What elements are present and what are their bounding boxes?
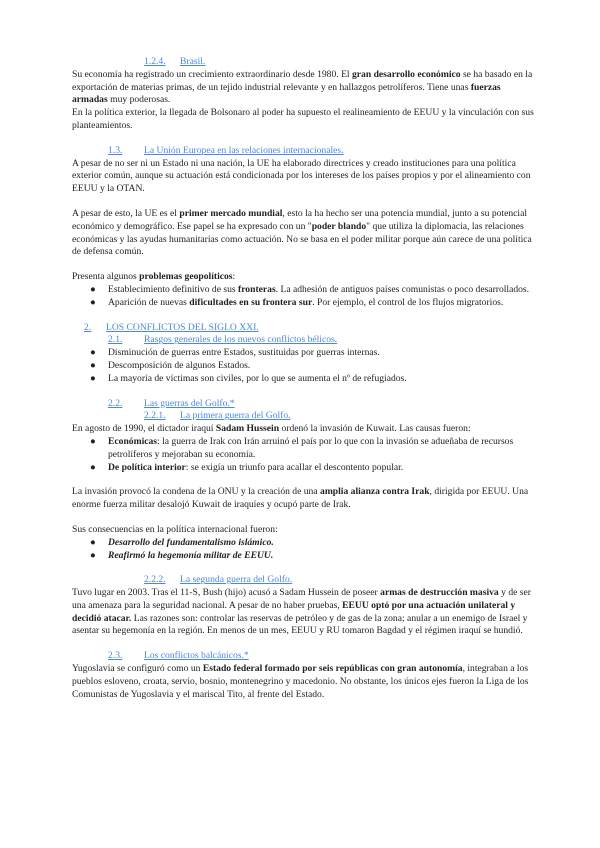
bullet-list [72, 436, 538, 474]
heading-number: 2.2.2. [144, 574, 166, 586]
paragraph: La invasión provocó la condena de la ONU y la creación de una amplia alianza contra Irak, dirigida por EEUU. Una enorme fuerza militar desalojó Kuwait de iraquíes y ocupó parte de Irak. [72, 486, 529, 511]
heading-2-2[interactable] [72, 398, 538, 411]
heading-title: Los conflictos balcánicos.* [144, 650, 249, 662]
heading-2-1[interactable] [72, 334, 538, 347]
heading-number: 1.2.4. [144, 56, 166, 67]
list-item: ● Aparición de nuevas dificultades en su frontera sur. Por ejemplo, el control de los flujos migratorios. [90, 296, 504, 308]
bullet-icon: ● [90, 372, 96, 384]
heading-1-3[interactable] [72, 145, 538, 158]
heading-title: La segunda guerra del Golfo. [180, 574, 293, 586]
paragraph: A pesar de esto, la UE es el primer mercado mundial, esto la ha hecho ser una potencia mundial, junto a su potencial económico y demográfico. Ese papel se ha expresado con un "poder blando" que utiliza la diplomacia, las relaciones económicas y las ayudas humanitarias como actuación. No se basa en el poder militar porque aún carece de una política de defensa común. [72, 207, 532, 258]
heading-title: Rasgos generales de los nuevos conflictos bélicos. [144, 334, 338, 346]
heading-title: LOS CONFLICTOS DEL SIGLO XXI. [106, 321, 259, 333]
heading-title: Las guerras del Golfo.* [144, 397, 235, 409]
list-item: ● La mayoría de víctimas son civiles, por lo que se aumenta el nº de refugiados. [90, 372, 407, 384]
list-item: ● Descomposición de algunos Estados. [90, 359, 251, 371]
heading-number: 2.2.1. [144, 410, 166, 422]
paragraph: A pesar de no ser ni un Estado ni una nación, la UE ha elaborado directrices y creado instituciones para una política exterior común, aunque su actuación está condicionada por los intereses de los países propios y por el alineamiento con EEUU y la OTAN. [72, 157, 531, 195]
bullet-icon: ● [90, 536, 96, 548]
heading-number: 2. [84, 321, 92, 333]
heading-2-2-1[interactable] [72, 410, 538, 423]
heading-number: 1.3. [108, 144, 123, 156]
bullet-icon: ● [90, 549, 96, 561]
list-item: ● Reafirmó la hegemonía militar de EEUU. [90, 549, 274, 561]
paragraph: Tuvo lugar en 2003. Tras el 11-S, Bush (hijo) acusó a Sadam Hussein de poseer armas de destrucción masiva y de ser una amenaza para la seguridad nacional. A pesar de no haber pruebas, EEUU optó por una actuación unilateral y decidió atacar. Las razones son: controlar las reservas de petróleo y de gas de la zona; anular a un enemigo de Israel y asentar su hegemonía en la región. En menos de un mes, EEUU y RU tomaron Bagdad y el régimen iraquí se hundió. [72, 587, 531, 637]
heading-number: 2.3. [108, 650, 123, 662]
bullet-icon: ● [90, 359, 96, 371]
bullet-icon: ● [90, 347, 96, 359]
heading-title: La Unión Europea en las relaciones internacionales. [144, 144, 344, 156]
paragraph: Yugoslavia se configuró como un Estado federal formado por seis repúblicas con gran autonomía, integraban a los pueblos esloveno, croata, servio, bosnio, montenegrino y macedonio. No obstante, los únicos ejes fueron la Liga de los Comunistas de Yugoslavia y el mariscal Tito, al frente del Estado. [72, 663, 529, 700]
bullet-icon: ● [90, 283, 96, 295]
heading-1-2-4[interactable] [72, 56, 538, 69]
bullet-icon: ● [90, 435, 96, 447]
bullet-list [72, 537, 538, 563]
heading-title: La primera guerra del Golfo. [180, 410, 291, 422]
heading-2[interactable] [72, 322, 538, 335]
list-item: ● De política interior: se exigía un triunfo para acallar el descontento popular. [90, 461, 404, 473]
bullet-icon: ● [90, 461, 96, 473]
bullet-icon: ● [90, 296, 96, 308]
list-item: ● Disminución de guerras entre Estados, sustituidas por guerras internas. [90, 347, 380, 359]
heading-2-3[interactable] [72, 650, 538, 663]
list-item: ● Establecimiento definitivo de sus fronteras. La adhesión de antiguos países comunistas o poco desarrollados. [90, 283, 530, 295]
paragraph: Sus consecuencias en la política internacional fueron: [72, 523, 278, 535]
document-page [72, 56, 538, 701]
paragraph: Su economía ha registrado un crecimiento extraordinario desde 1980. El gran desarrollo económico se ha basado en la exportación de materias primas, de un tejido industrial relevante y en hallazgos petrolíferos. Tiene unas fuerzas armadas muy poderosas. [72, 68, 533, 106]
heading-2-2-2[interactable] [72, 574, 538, 587]
paragraph: En la política exterior, la llegada de Bolsonaro al poder ha supuesto el realineamiento de EEUU y la vinculación con sus planteamientos. [72, 107, 534, 131]
paragraph: En agosto de 1990, el dictador iraquí Sadam Hussein ordenó la invasión de Kuwait. Las causas fueron: [72, 423, 471, 435]
heading-title: Brasil. [180, 56, 206, 67]
paragraph: Presenta algunos problemas geopolíticos: [72, 271, 236, 283]
bullet-list [72, 284, 538, 310]
list-item: ● Desarrollo del fundamentalismo islámico. [90, 536, 274, 548]
bullet-list [72, 347, 538, 385]
heading-number: 2.1. [108, 334, 123, 346]
heading-number: 2.2. [108, 397, 123, 409]
list-item: ● Económicas: la guerra de Irak con Irán arruinó el país por lo que con la invasión se adueñaba de recursos petrolíferos y mejoraban su economía. [90, 435, 514, 460]
